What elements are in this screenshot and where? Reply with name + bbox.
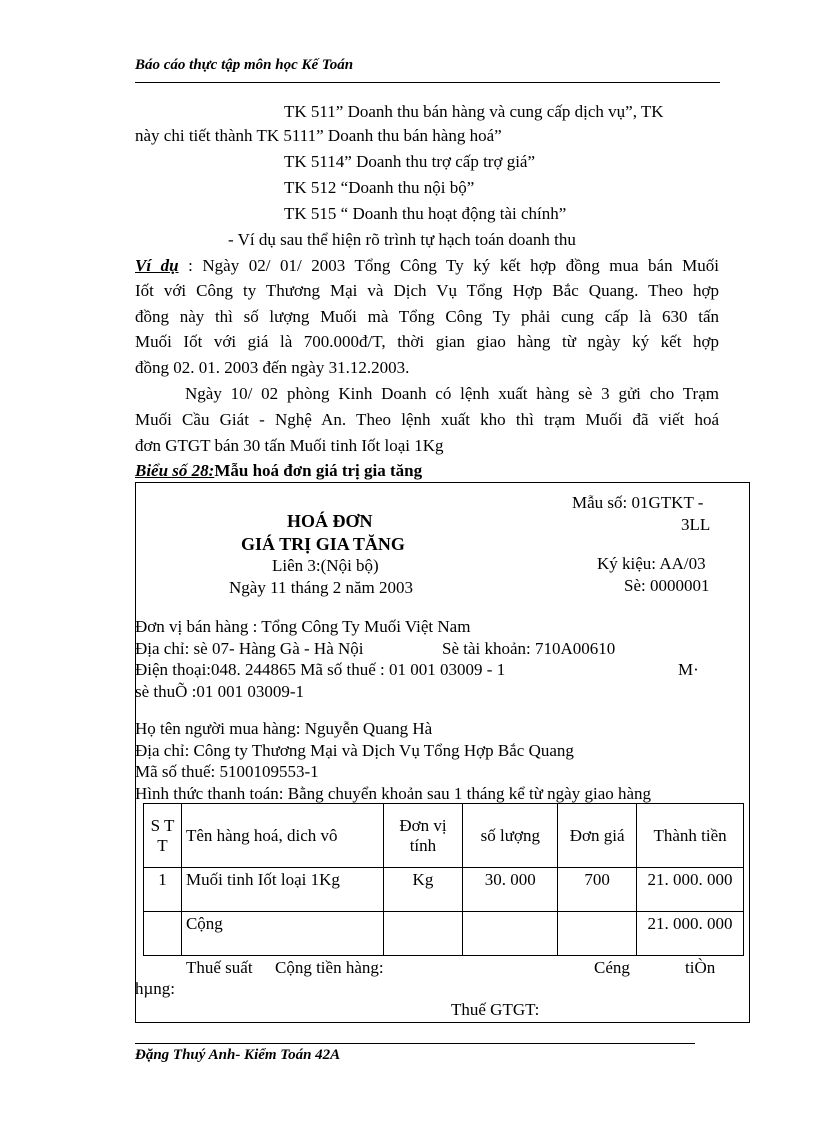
payment-method: Hình thức thanh toán: Bằng chuyển khoản sau 1 tháng kể từ ngày giao hàng — [135, 784, 652, 803]
invoice-copy: Liên 3:(Nội bộ) — [272, 556, 379, 575]
subtotal-label: Cộng tiền hàng: — [275, 958, 384, 977]
text-line: - Ví dụ sau thể hiện rõ trình tự hạch toán doanh thu — [228, 230, 576, 249]
grand-total-label-c: hµng: — [135, 979, 176, 998]
example-line: Iốt với Công ty Thương Mại và Dịch Vụ Tổng Hợp Bắc Quang. Theo hợp — [135, 281, 719, 300]
example-line: đồng 02. 01. 2003 đến ngày 31.12.2003. — [135, 358, 410, 377]
invoice-symbol: Ký kiệu: AA/03 — [597, 554, 706, 573]
cell-empty — [383, 912, 463, 956]
grand-total-label-a: Céng — [594, 958, 630, 977]
cell-total-label: Cộng — [181, 912, 383, 956]
col-qty: số lượng — [463, 804, 558, 868]
cell-qty: 30. 000 — [463, 868, 558, 912]
tax-rate-label: Thuế suất — [186, 958, 253, 977]
seller-extra: M· — [678, 660, 699, 679]
col-name: Tên hàng hoá, dich vô — [181, 804, 383, 868]
grand-total-label-b: tiÒn — [685, 958, 716, 977]
para-line: Ngày 10/ 02 phòng Kinh Doanh có lệnh xuất hàng sè 3 gửi cho Trạm — [185, 384, 719, 403]
col-price: Đơn giá — [558, 804, 637, 868]
buyer-address: Địa chỉ: Công ty Thương Mại và Dịch Vụ Tổng Hợp Bắc Quang — [135, 741, 574, 760]
col-stt: S T T — [144, 804, 182, 868]
cell-price: 700 — [558, 868, 637, 912]
form-number-cont: 3LL — [681, 515, 711, 534]
invoice-title: HOÁ ĐƠN — [287, 511, 373, 531]
example-line: Ví dụ : Ngày 02/ 01/ 2003 Tổng Công Ty ký kết hợp đồng mua bán Muối — [135, 256, 719, 275]
example-line: Muối Iốt với giá là 700.000đ/T, thời gian giao hàng từ ngày ký kết hợp — [135, 332, 719, 351]
example-label: Ví dụ — [135, 256, 179, 275]
cell-empty — [463, 912, 558, 956]
header-rule — [135, 82, 720, 83]
buyer-name: Họ tên người mua hàng: Nguyễn Quang Hà — [135, 719, 433, 738]
page-header-title: Báo cáo thực tập môn học Kế Toán — [135, 57, 354, 73]
cell-empty — [558, 912, 637, 956]
example-line: đồng này thì số lượng Muối mà Tổng Công Ty phải cung cấp là 630 tấn — [135, 307, 719, 326]
footer-author: Đặng Thuý Anh- Kiểm Toán 42A — [135, 1047, 341, 1063]
cell-total-amount: 21. 000. 000 — [637, 912, 744, 956]
text-line: TK 515 “ Doanh thu hoạt động tài chính” — [284, 204, 567, 223]
text-line: TK 511” Doanh thu bán hàng và cung cấp dịch vụ”, TK — [284, 102, 664, 121]
text-line: TK 512 “Doanh thu nội bộ” — [284, 178, 475, 197]
table-total-row — [144, 912, 744, 956]
table-row — [144, 868, 744, 912]
text-line: này chi tiết thành TK 5111” Doanh thu bán hàng hoá” — [135, 126, 502, 145]
seller-phone: Điện thoại:048. 244865 Mã số thuế : 01 001 03009 - 1 — [135, 660, 506, 679]
para-line: Muối Cầu Giát - Nghệ An. Theo lệnh xuất kho thì trạm Muối đã viết hoá — [135, 410, 719, 429]
invoice-date: Ngày 11 tháng 2 năm 2003 — [229, 578, 413, 597]
form-number: Mẫu số: 01GTKT - — [572, 493, 704, 512]
seller-name: Đơn vị bán hàng : Tổng Công Ty Muối Việt Nam — [135, 617, 471, 636]
table-header-row — [144, 804, 744, 868]
invoice-items-table — [143, 803, 744, 956]
seller-address: Địa chỉ: sè 07- Hàng Gà - Hà Nội — [135, 639, 364, 658]
invoice-number: Sè: 0000001 — [624, 576, 710, 595]
vat-label: Thuế GTGT: — [451, 1000, 540, 1019]
cell-name: Muối tinh Iốt loại 1Kg — [181, 868, 383, 912]
cell-unit: Kg — [383, 868, 463, 912]
col-unit: Đơn vị tính — [383, 804, 463, 868]
text-line: TK 5114” Doanh thu trợ cấp trợ giá” — [284, 152, 536, 171]
seller-tax-code: sè thuÕ :01 001 03009-1 — [135, 682, 305, 701]
seller-account: Sè tài khoản: 710A00610 — [442, 639, 616, 658]
form-caption: Biểu số 28:Mẫu hoá đơn giá trị gia tăng — [135, 461, 423, 480]
footer-rule — [135, 1043, 695, 1044]
col-amount: Thành tiền — [637, 804, 744, 868]
invoice-subtitle: GIÁ TRỊ GIA TĂNG — [241, 534, 405, 554]
cell-empty — [144, 912, 182, 956]
buyer-tax-code: Mã số thuế: 5100109553-1 — [135, 762, 319, 781]
cell-stt: 1 — [144, 868, 182, 912]
para-line: đơn GTGT bán 30 tấn Muối tinh Iốt loại 1Kg — [135, 436, 444, 455]
cell-amount: 21. 000. 000 — [637, 868, 744, 912]
